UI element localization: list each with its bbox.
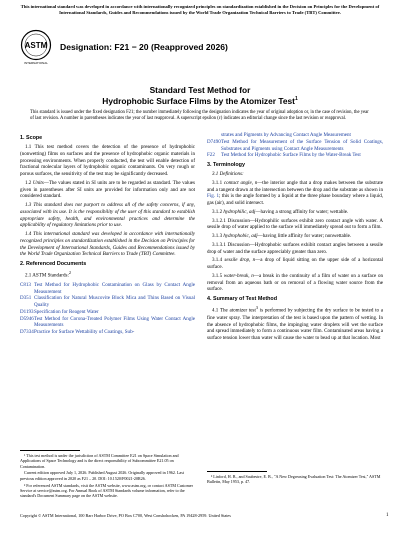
- footnote-rule-left: [20, 450, 80, 451]
- definition-sessile-drop: 3.1.4 sessile drop, n—a drop of liquid sitting on the upper side of a horizontal surface.: [207, 257, 383, 271]
- paragraph-4-1: 4.1 The atomizer test$^3$ is performed by subjecting the dry surface to be tested to a fine water spray. The interpretation of the test is based upon the pattern of wetting. In the absence of hydrophobic films, the impinging water droplets will wet the surface and spread immediately to form a continuous water film. Contaminated areas having a surface tension lower than water will cause the water to bead up at that location. Most: [207, 305, 384, 342]
- figure-link[interactable]: Fig. 1: [207, 193, 219, 200]
- reference-item[interactable]: D351 Classification for Natural Muscovite Block Mica and Thins Based on Visual Quality: [20, 295, 195, 309]
- paragraph-2-1: 2.1 ASTM Standards:$^2$: [25, 270, 71, 280]
- reference-item[interactable]: D7490Test Method for Measurement of the Surface Tension of Solid Coatings, Substrates and Pigments using Contact Angle Measurements: [207, 138, 383, 152]
- footnote: ² For referenced ASTM standards, visit the ASTM website, www.astm.org, or contact ASTM Customer Service at service@astm.org. For Annual Book of ASTM Standards volume information, refer to the standard's Document Summary page on the ASTM website.: [20, 482, 193, 499]
- astm-logo: [20, 28, 52, 66]
- title-footnote-ref[interactable]: 1: [294, 95, 298, 102]
- section-heading-terminology: 3. Terminology: [207, 162, 245, 168]
- section-heading-referenced-documents: 2. Referenced Documents: [20, 261, 87, 268]
- reference-item[interactable]: D7334Practice for Surface Wettability of Coatings, Sub-: [20, 329, 135, 336]
- title-line-2: Hydrophobic Surface Films by the Atomizer Test: [102, 95, 295, 106]
- paragraph-3-1: 3.1 Definitions:: [212, 171, 244, 178]
- section-heading-summary: 4. Summary of Test Method: [207, 296, 277, 303]
- right-column: [207, 132, 383, 344]
- paragraph-1-2: 1.2 Units—The values stated in SI units are to be regarded as standard. The values given in parentheses after SI units are provided for information only and are not considered standard.: [20, 179, 195, 200]
- page-number: 1: [386, 513, 389, 518]
- definition-water-break: 3.1.5 water-break, n—a break in the continuity of a film of water on a surface on removal from an aqueous bath or on removal of a flowing water source from the surface.: [207, 272, 384, 293]
- reference-item-continued[interactable]: strates and Pigments by Advancing Contact Angle Measurement: [221, 132, 351, 138]
- footnote: Current edition approved July 1, 2026. Published August 2026. Originally approved in 1962. Last previous edition approved in 2020 as F21 – 20. DOI: 10.1520/F0021-20R26.: [20, 470, 184, 481]
- discussion-hydrophobic: 3.1.3.1 Discussion—Hydrophobic surfaces exhibit contact angles between a sessile drop of water and the surface appreciably greater than zero.: [207, 241, 383, 255]
- paragraph-1-3: 1.3 This standard does not purport to address all of the safety concerns, if any, associated with its use. It is the responsibility of the user of this standard to establish appropriate safety, health, and environmental practices and determine the applicability of regulatory limitations prior to use.: [20, 202, 195, 229]
- discussion-hydrophilic: 3.1.2.1 Discussion—Hydrophilic surfaces exhibit zero contact angle with water. A sessile drop of water applied to the surface will immediately spread out to form a film.: [207, 217, 383, 231]
- logo-subtext: INTERNATIONAL: [24, 61, 48, 65]
- definition-hydrophilic: 3.1.2 hydrophilic, adj—having a strong affinity for water; wettable.: [212, 208, 349, 215]
- title-line-1: Standard Test Method for: [149, 85, 251, 95]
- footnote-rule-right: [207, 471, 267, 472]
- paragraph-1-4: 1.4 This international standard was developed in accordance with internationally recognized principles on standardization established in the Decision on Principles for the Development of International Standards, Guides and Recommendations issued by the World Trade Organization Technical Barriers to Trade (TBT) Committee.: [20, 231, 195, 258]
- footnotes-left: [20, 453, 195, 500]
- paragraph-1-1: 1.1 This test method covers the detection of the presence of hydrophobic (nonwetting) films on surfaces and the presence of hydrophobic organic materials in processing environments. When properly conducted, the test will enable detection of fractional molecular layers of hydrophobic organic contaminants. On very rough or porous surfaces, the sensitivity of the test may be significantly decreased.: [20, 144, 195, 178]
- footnote: ¹ This test method is under the jurisdiction of ASTM Committee E21 on Space Simulation and Applications of Space Technology and is the direct responsibility of Subcommittee E21.05 on Contamination.: [20, 453, 179, 469]
- footnote: ³ Linford, H. B., and Saubestre, E. B., "A New Degreasing Evaluation Test: The Atomizer Test," ASTM Bulletin, May 1953, p. 47.: [207, 474, 381, 485]
- designation: Designation: F21 − 20 (Reapproved 2026): [60, 42, 228, 52]
- footnotes-right: [207, 474, 383, 485]
- definition-hydrophobic: 3.1.3 hydrophobic, adj—having little affinity for water; nonwettable.: [212, 233, 352, 240]
- document-title: [30, 85, 370, 107]
- logo-text: ASTM: [24, 41, 48, 50]
- definition-contact-angle: 3.1.1 contact angle, n—the interior angle that a drop makes between the substrate and a tangent drawn at the intersection between the drop and the substrate as shown in Fig. 1; this is the angle formed by a liquid at the three phase boundary where a liquid, gas (air), and solid intersect.: [207, 179, 383, 207]
- standard-issue-note: This standard is issued under the fixed designation F21; the number immediately following the designation indicates the year of original adoption or, in the case of revision, the year of last revision. A number in parentheses indicates the year of last reapproval. A superscript epsilon (ε) indicates an editorial change since the last revision or reapproval.: [30, 110, 369, 122]
- reference-item[interactable]: D1193Specification for Reagent Water: [20, 308, 99, 315]
- section-heading-scope: 1. Scope: [20, 135, 43, 141]
- reference-item[interactable]: C813 Test Method for Hydrophobic Contamination on Glass by Contact Angle Measurement: [20, 281, 195, 295]
- international-standard-notice: This international standard was developed in accordance with internationally recognized principles on standardization established in the Decision on Principles for the Development of International Standards, Guides and Recommendations issued by the World Trade Organization Technical Barriers to Trade (TBT) Committee.: [20, 4, 380, 15]
- reference-item[interactable]: F22 Test Method for Hydrophobic Surface Films by the Water-Break Test: [207, 152, 361, 159]
- left-column: [20, 132, 195, 336]
- copyright-notice: Copyright © ASTM International, 100 Barr Harbor Drive, PO Box C700, West Conshohocken, PA 19428-2959. United States: [20, 513, 231, 518]
- reference-item[interactable]: D5946Test Method for Corona-Treated Polymer Films Using Water Contact Angle Measurements: [20, 315, 195, 329]
